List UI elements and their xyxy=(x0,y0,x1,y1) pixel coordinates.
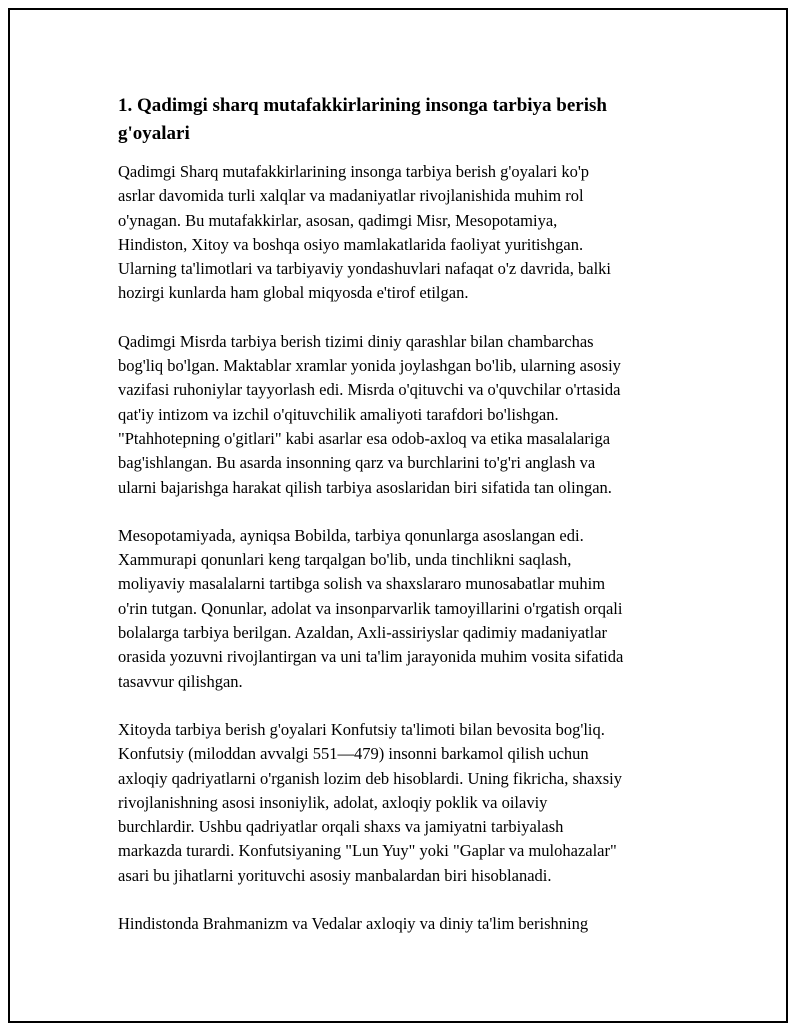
paragraph-china xyxy=(118,718,683,888)
text-line: Qadimgi Misrda tarbiya berish tizimi diniy qarashlar bilan chambarchas xyxy=(118,331,594,351)
text-line: moliyaviy masalalarni tartibga solish va shaxslararo munosabatlar muhim xyxy=(118,574,606,594)
text-line: hozirgi kunlarda ham global miqyosda e'tirof etilgan. xyxy=(118,283,469,303)
text-line: o'ynagan. Bu mutafakkirlar, asosan, qadimgi Misr, Mesopotamiya, xyxy=(118,210,558,230)
text-line: axloqiy qadriyatlarni o'rganish lozim deb hisoblardi. Uning fikricha, shaxsiy xyxy=(118,768,622,788)
paragraph-intro xyxy=(118,160,683,306)
heading-line: 1. Qadimgi sharq mutafakkirlarining insonga tarbiya berish xyxy=(118,95,607,116)
text-line: orasida yozuvni rivojlantirgan va uni ta'lim jarayonida muhim vosita sifatida xyxy=(118,647,624,667)
text-line: Hindistonda Brahmanizm va Vedalar axloqiy va diniy ta'lim berishning xyxy=(118,914,589,934)
document-body xyxy=(118,92,683,960)
text-line: "Ptahhotepning o'gitlari" kabi asarlar esa odob-axloq va etika masalalariga xyxy=(118,428,611,448)
text-line: bag'ishlangan. Bu asarda insonning qarz va burchlarini to'g'ri anglash va xyxy=(118,453,596,473)
text-line: burchlardir. Ushbu qadriyatlar orqali shaxs va jamiyatni tarbiyalash xyxy=(118,817,564,837)
text-line: tasavvur qilishgan. xyxy=(118,671,243,691)
section-heading xyxy=(118,92,683,148)
text-line: bolalarga tarbiya berilgan. Azaldan, Axli-assiriyslar qadimiy madaniyatlar xyxy=(118,623,608,643)
paragraph-egypt xyxy=(118,330,683,500)
text-line: Xitoyda tarbiya berish g'oyalari Konfutsiy ta'limoti bilan bevosita bog'liq. xyxy=(118,719,605,739)
text-line: asrlar davomida turli xalqlar va madaniyatlar rivojlanishida muhim rol xyxy=(118,186,584,206)
text-line: Ularning ta'limotlari va tarbiyaviy yondashuvlari nafaqat o'z davrida, balki xyxy=(118,259,611,279)
paragraph-mesopotamia xyxy=(118,524,683,694)
text-line: Xammurapi qonunlari keng tarqalgan bo'lib, unda tinchlikni saqlash, xyxy=(118,550,572,570)
text-line: ularni bajarishga harakat qilish tarbiya asoslaridan biri sifatida tan olingan. xyxy=(118,477,612,497)
text-line: qat'iy intizom va izchil o'qituvchilik amaliyoti tarafdori bo'lishgan. xyxy=(118,404,559,424)
text-line: vazifasi ruhoniylar tayyorlash edi. Misrda o'qituvchi va o'quvchilar o'rtasida xyxy=(118,380,621,400)
text-line: bog'liq bo'lgan. Maktablar xramlar yonida joylashgan bo'lib, ularning asosiy xyxy=(118,356,621,376)
text-line: Konfutsiy (miloddan avvalgi 551—479) insonni barkamol qilish uchun xyxy=(118,744,589,764)
text-line: rivojlanishning asosi insoniylik, adolat, axloqiy poklik va oilaviy xyxy=(118,792,548,812)
text-line: o'rin tutgan. Qonunlar, adolat va insonparvarlik tamoyillarini o'rgatish orqali xyxy=(118,598,623,618)
text-line: Mesopotamiyada, ayniqsa Bobilda, tarbiya qonunlarga asoslangan edi. xyxy=(118,525,584,545)
paragraph-india xyxy=(118,912,683,936)
heading-line: g'oyalari xyxy=(118,123,190,144)
text-line: markazda turardi. Konfutsiyaning "Lun Yuy" yoki "Gaplar va mulohazalar" xyxy=(118,841,617,861)
text-line: Hindiston, Xitoy va boshqa osiyo mamlakatlarida faoliyat yuritishgan. xyxy=(118,234,584,254)
text-line: asari bu jihatlarni yorituvchi asosiy manbalardan biri hisoblanadi. xyxy=(118,865,552,885)
text-line: Qadimgi Sharq mutafakkirlarining insonga tarbiya berish g'oyalari ko'p xyxy=(118,162,590,181)
